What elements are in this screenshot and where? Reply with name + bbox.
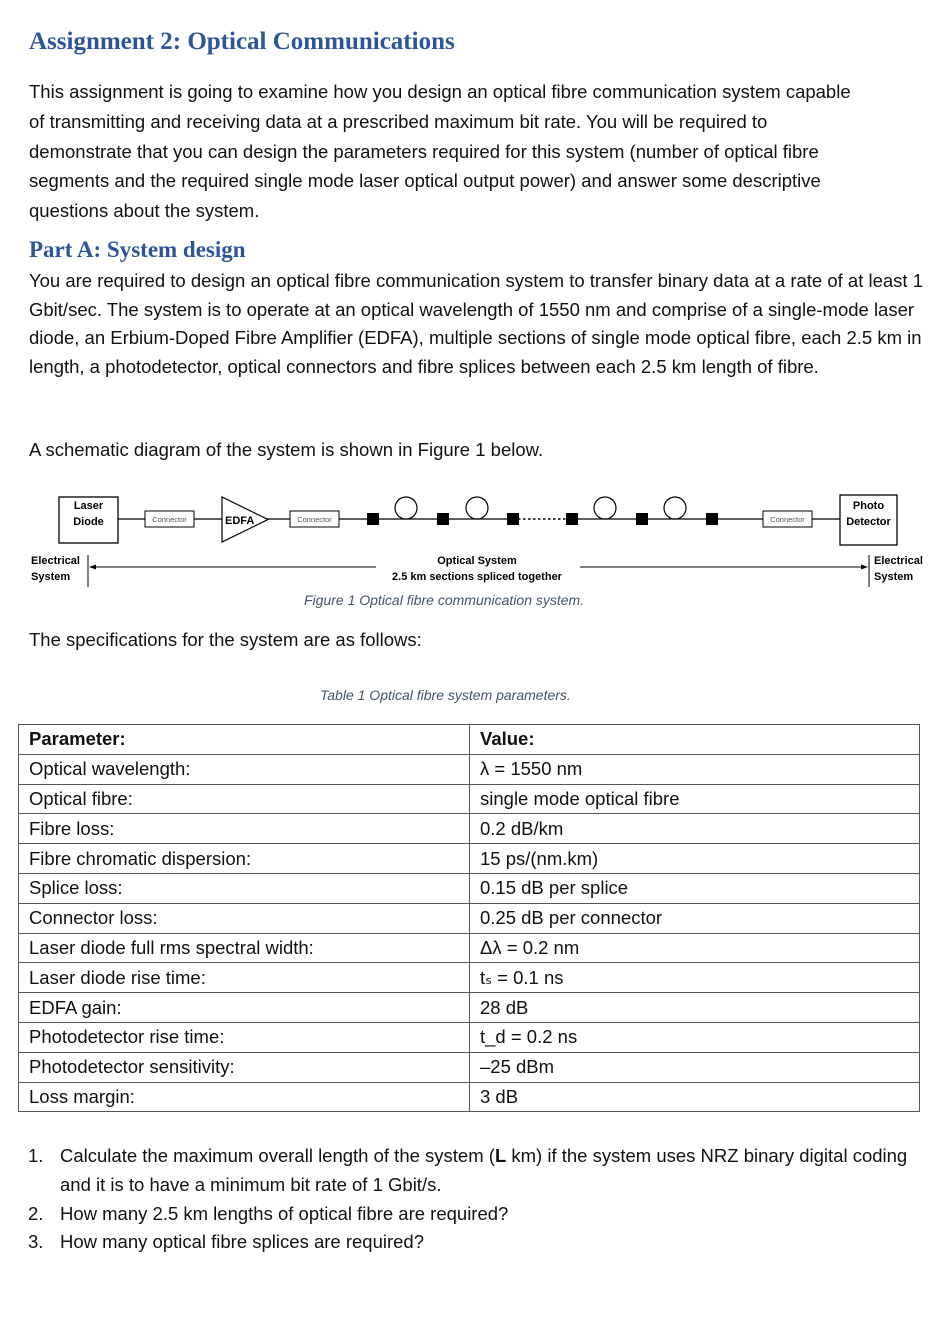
- param-cell: Photodetector rise time:: [19, 1022, 470, 1052]
- question-text-bold: L: [494, 1145, 507, 1166]
- specification-intro-text: The specifications for the system are as follows:: [29, 629, 422, 650]
- question-item: [28, 1142, 918, 1200]
- table-row: [19, 814, 920, 844]
- value-cell: 0.2 dB/km: [470, 814, 920, 844]
- param-cell: Laser diode full rms spectral width:: [19, 933, 470, 963]
- param-cell: Laser diode rise time:: [19, 963, 470, 993]
- value-cell: t_d = 0.2 ns: [470, 1022, 920, 1052]
- value-cell: –25 dBm: [470, 1052, 920, 1082]
- electrical-label-right-1: Electrical: [874, 555, 923, 567]
- value-cell: 0.25 dB per connector: [470, 903, 920, 933]
- table-row: [19, 1022, 920, 1052]
- laser-diode-block: [59, 497, 118, 543]
- value-cell: single mode optical fibre: [470, 784, 920, 814]
- header-parameter: Parameter:: [19, 725, 470, 755]
- table-row: [19, 933, 920, 963]
- param-cell: Optical wavelength:: [19, 754, 470, 784]
- value-cell: 0.15 dB per splice: [470, 873, 920, 903]
- param-cell: Fibre loss:: [19, 814, 470, 844]
- table-caption: Table 1 Optical fibre system parameters.: [320, 687, 571, 703]
- value-cell: 15 ps/(nm.km): [470, 844, 920, 874]
- question-text-pre: Calculate the maximum overall length of the system (: [60, 1145, 495, 1166]
- table-row: [19, 873, 920, 903]
- connector-block-3: [763, 511, 812, 527]
- question-text: How many optical fibre splices are required?: [60, 1231, 425, 1253]
- value-cell: 28 dB: [470, 993, 920, 1023]
- param-cell: Fibre chromatic dispersion:: [19, 844, 470, 874]
- question-text-post: km) if the system uses NRZ binary digital coding and it is to have a minimum bit rate of 1 Gbit/s.: [60, 1145, 908, 1195]
- laser-label-line1: Laser: [73, 500, 104, 512]
- parameters-table: [18, 724, 920, 1112]
- param-cell: Loss margin:: [19, 1082, 470, 1112]
- photo-label-line2: Detector: [846, 516, 891, 528]
- splice-marker: [566, 513, 578, 525]
- table-row: [19, 963, 920, 993]
- part-a-paragraph: You are required to design an optical fibre communication system to transfer binary data at a rate of at least 1 Gbit/sec. The system is to operate at an optical wavelength of 1550 nm and comprise of a single-mode laser diode, an Erbium-Doped Fibre Amplifier (EDFA), multiple sections of single mode optical fibre, each 2.5 km in length, a photodetector, optical connectors and fibre splices between each 2.5 km length of fibre.: [29, 270, 923, 378]
- value-cell: tₛ = 0.1 ns: [470, 963, 920, 993]
- table-row: [19, 844, 920, 874]
- question-text: How many 2.5 km lengths of optical fibre are required?: [60, 1202, 509, 1224]
- header-value: Value:: [470, 725, 920, 755]
- table-row: [19, 754, 920, 784]
- page-title: Assignment 2: Optical Communications: [29, 28, 455, 55]
- question-number: 3.: [28, 1231, 44, 1253]
- connector-label-2: Connector: [297, 515, 332, 524]
- table-row: [19, 784, 920, 814]
- photo-label-line1: Photo: [852, 500, 885, 512]
- value-cell: λ = 1550 nm: [470, 754, 920, 784]
- edfa-amplifier-block: [222, 497, 268, 542]
- figure-caption: Figure 1 Optical fibre communication system.: [304, 592, 585, 608]
- connector-label-3: Connector: [770, 515, 805, 524]
- table-row: [19, 903, 920, 933]
- optical-system-label: Optical System: [437, 555, 517, 567]
- edfa-label: EDFA: [225, 515, 255, 527]
- optical-system-sublabel: 2.5 km sections spliced together: [392, 571, 562, 583]
- schematic-intro-text: A schematic diagram of the system is shown in Figure 1 below.: [29, 439, 544, 460]
- electrical-label-left-2: System: [31, 571, 71, 583]
- splice-marker: [367, 513, 379, 525]
- splice-marker: [636, 513, 648, 525]
- param-cell: Optical fibre:: [19, 784, 470, 814]
- electrical-label-left-1: Electrical: [31, 555, 80, 567]
- laser-label-line2: Diode: [73, 516, 104, 528]
- param-cell: Connector loss:: [19, 903, 470, 933]
- param-cell: Splice loss:: [19, 873, 470, 903]
- table-row: [19, 1082, 920, 1112]
- system-schematic-diagram: [0, 490, 943, 590]
- question-number: 2.: [28, 1202, 44, 1224]
- fibre-coil-icon: [594, 497, 616, 519]
- fibre-coil-icon: [664, 497, 686, 519]
- question-number: 1.: [28, 1145, 44, 1166]
- connector-block-2: [290, 511, 339, 527]
- electrical-label-right-2: System: [874, 571, 914, 583]
- value-cell: Δλ = 0.2 nm: [470, 933, 920, 963]
- question-item: [28, 1200, 918, 1229]
- fibre-coil-icon: [395, 497, 417, 519]
- question-list: [28, 1142, 918, 1257]
- param-cell: EDFA gain:: [19, 993, 470, 1023]
- value-cell: 3 dB: [470, 1082, 920, 1112]
- param-cell: Photodetector sensitivity:: [19, 1052, 470, 1082]
- question-item: [28, 1228, 918, 1257]
- table-header-row: [19, 725, 920, 755]
- connector-label-1: Connector: [152, 515, 187, 524]
- table-row: [19, 1052, 920, 1082]
- intro-paragraph: This assignment is going to examine how you design an optical fibre communication system capable of transmitting and receiving data at a prescribed maximum bit rate. You will be required to demonstrate that you can design the parameters required for this system (number of optical fibre segments and the required single mode laser optical output power) and answer some descriptive questions about the system.: [29, 81, 851, 222]
- part-a-heading: Part A: System design: [29, 237, 246, 262]
- fibre-coil-icon: [466, 497, 488, 519]
- splice-marker: [507, 513, 519, 525]
- connector-block-1: [145, 511, 194, 527]
- table-row: [19, 993, 920, 1023]
- splice-marker: [437, 513, 449, 525]
- photodetector-block: [840, 495, 897, 545]
- splice-marker: [706, 513, 718, 525]
